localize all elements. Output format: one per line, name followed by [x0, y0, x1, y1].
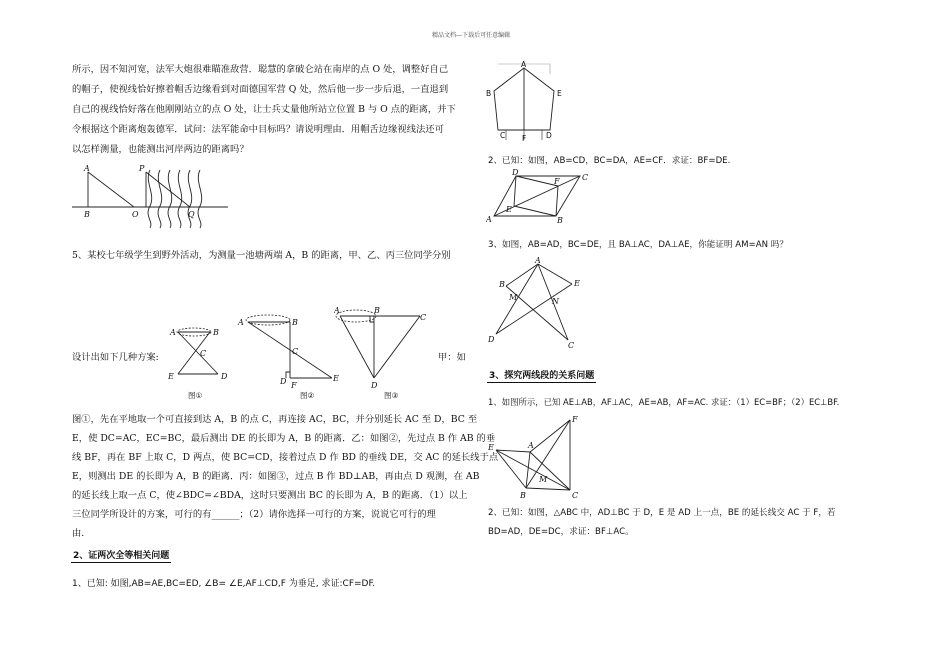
segment-ad [178, 332, 218, 374]
label-f: F [572, 415, 578, 424]
question-2-1: 1、已知: 如图,AB=AE,BC=ED, ∠B= ∠E,AF⊥CD,F 为垂足, 求证:CF=DF. [72, 579, 376, 589]
figure-ec-bf [486, 412, 586, 504]
label-d: D [371, 381, 378, 390]
label-e: E [333, 374, 339, 383]
label-c: C [200, 349, 207, 358]
label-f: F [522, 134, 527, 143]
text-line: 所示，因不知河宽，法军大炮很难瞄准敌营．聪慧的拿破仑站在南岸的点 O 处，调整好自己 [72, 64, 449, 75]
label-c: C [500, 131, 506, 140]
river-wave [168, 170, 172, 228]
label-c: C [572, 491, 579, 500]
segment-eb [514, 206, 556, 216]
label-e: E [574, 279, 580, 288]
label-e: E [506, 205, 512, 214]
label-b: B [374, 306, 380, 315]
segment-ab [506, 264, 538, 286]
right-angle-mark [286, 372, 290, 378]
question-5-design: 设计出如下几种方案: [72, 352, 159, 363]
label-d: D [546, 131, 552, 140]
label-b: B [292, 318, 298, 327]
figure-pentagon [484, 58, 574, 146]
question-3-2-line2: BD=AD，DE=DC，求证：BF⊥AC。 [488, 527, 634, 537]
segment-eb [496, 450, 526, 488]
label-f: F [291, 381, 297, 390]
label-b: B [486, 89, 492, 98]
label-n: N [552, 297, 559, 306]
caption-fig1: 图① [188, 391, 203, 400]
question-5: 5、某校七年级学生到野外活动，为测量一池塘两端 A，B 的距离，甲、乙、丙三位同学分别 [72, 250, 451, 261]
label-f: F [554, 177, 560, 186]
segment-bc [526, 488, 570, 490]
text-line: 图①，先在平地取一个可直接到达 A，B 的点 C，再连接 AC，BC，并分别延长 AC 至 D，BC 至 [72, 414, 478, 425]
text-line: 的帽子，使视线恰好擦着帽舌边缘看到对面德国军营 Q 处，然后他一步一步后退，一直退到 [72, 84, 449, 95]
text-line: E，使 DC=AC，EC=BC，最后测出 DE 的长即为 A，B 的距离．乙：如图②，先过点 B 作 AB 的垂 [72, 433, 496, 444]
label-b: B [499, 280, 505, 289]
label-b: B [520, 491, 526, 500]
label-a: A [238, 318, 244, 327]
caption-fig2: 图② [300, 391, 315, 400]
text-line: 自己的视线恰好落在他刚刚站立的点 O 处，让士兵丈量他所站立位置 B 与 O 点的距离，并下 [72, 104, 456, 115]
label-e: E [168, 372, 174, 381]
question-2-2: 2、已知：如图，AB=CD，BC=DA，AE=CF．求证：BF=DE. [488, 156, 731, 166]
text-line: 线 BF，再在 BF 上取 C，D 两点，使 BC=CD，接着过点 D 作 BD 的垂线 DE，交 AC 的延长线于点 [72, 452, 499, 463]
label-d: D [488, 335, 495, 344]
label-m: M [539, 475, 548, 484]
river-wave [158, 170, 162, 228]
section-2-title: 2、证两次全等相关问题 [73, 551, 170, 561]
question-3-1: 1、如图所示，已知 AE⊥AB，AF⊥AC，AE=AB，AF=AC. 求证：（1）EC=BF；（2）EC⊥BF. [488, 397, 840, 407]
text-line: 三位同学所设计的方案，可行的有______；（2）请你选择一可行的方案，说说它可行的理 [72, 509, 436, 520]
label-a: A [84, 164, 90, 173]
figure-1 [166, 318, 236, 400]
label-e: E [557, 89, 562, 98]
label-b: B [557, 216, 563, 225]
text-line: 的延长线上取一点 C，使∠BDC=∠BDA，这时只要测出 BC 的长即为 A，B 的距离．（1）以上 [72, 490, 468, 501]
label-q: Q [188, 210, 195, 219]
river-wave [188, 170, 192, 228]
segment-ea [496, 450, 530, 452]
segment-ae [538, 264, 572, 284]
triangle-abo [88, 172, 134, 207]
page-header-note: 精品文档---下载后可任意编辑 [432, 32, 511, 39]
pond-ellipse [246, 315, 290, 325]
label-b: B [213, 328, 219, 337]
label-a: A [486, 215, 492, 224]
question-3-2-line1: 2、已知：如图，△ABC 中，AD⊥BC 于 D，E 是 AD 上一点，BE 的延长线交 AC 于 F，若 [488, 508, 836, 518]
label-c: C [582, 173, 589, 182]
label-a: A [528, 441, 534, 450]
label-b: B [84, 210, 90, 219]
label-e: E [488, 443, 494, 452]
label-c: C [420, 313, 427, 322]
caption-fig3: 图③ [384, 391, 399, 400]
label-a: A [170, 328, 176, 337]
figure-parallelogram [486, 168, 590, 226]
label-d: D [280, 377, 287, 386]
figure-river [70, 160, 230, 230]
segment-fb [556, 186, 558, 216]
segment-ad [340, 316, 374, 378]
segment-ac [530, 452, 570, 490]
segment-df [516, 176, 558, 186]
label-a: A [521, 60, 527, 69]
figure-2 [236, 308, 342, 402]
text-line: E，则测出 DE 的长即为 A，B 的距离．丙：如图③，过点 B 作 BD⊥AB，再由点 D 观测，在 AB [72, 471, 480, 482]
segment-de [514, 176, 516, 206]
label-p: P [139, 164, 145, 173]
label-m: M [509, 293, 518, 302]
river-wave [198, 170, 202, 228]
segment-de [496, 284, 572, 334]
label-a: A [535, 256, 541, 265]
text-line: 令根据这个距离炮轰德军．试问：法军能命中目标吗？请说明理由．用帽舌边缘视线法还可 [72, 124, 444, 135]
label-o: O [132, 210, 139, 219]
segment-cd [374, 316, 420, 378]
question-5-jia: 甲：如 [438, 352, 466, 363]
text-line: 由. [72, 528, 85, 539]
section-3-title: 3、探究两线段的关系问题 [489, 371, 595, 381]
figure-3 [334, 302, 434, 402]
figure-am-an [484, 256, 580, 350]
label-c: C [292, 347, 299, 356]
label-c: C [568, 341, 575, 350]
segment-af [530, 420, 570, 452]
label-d: D [512, 168, 519, 177]
label-a: A [334, 306, 340, 315]
text-line: 以怎样测量，也能测出河岸两边的距离吗？ [72, 144, 249, 155]
river-wave [148, 170, 152, 228]
label-d: D [221, 372, 228, 381]
question-2-3: 3、如图，AB=AD，BC=DE，且 BA⊥AC，DA⊥AE，你能证明 AM=AN 吗？ [488, 240, 788, 250]
segment-ec [496, 450, 570, 490]
